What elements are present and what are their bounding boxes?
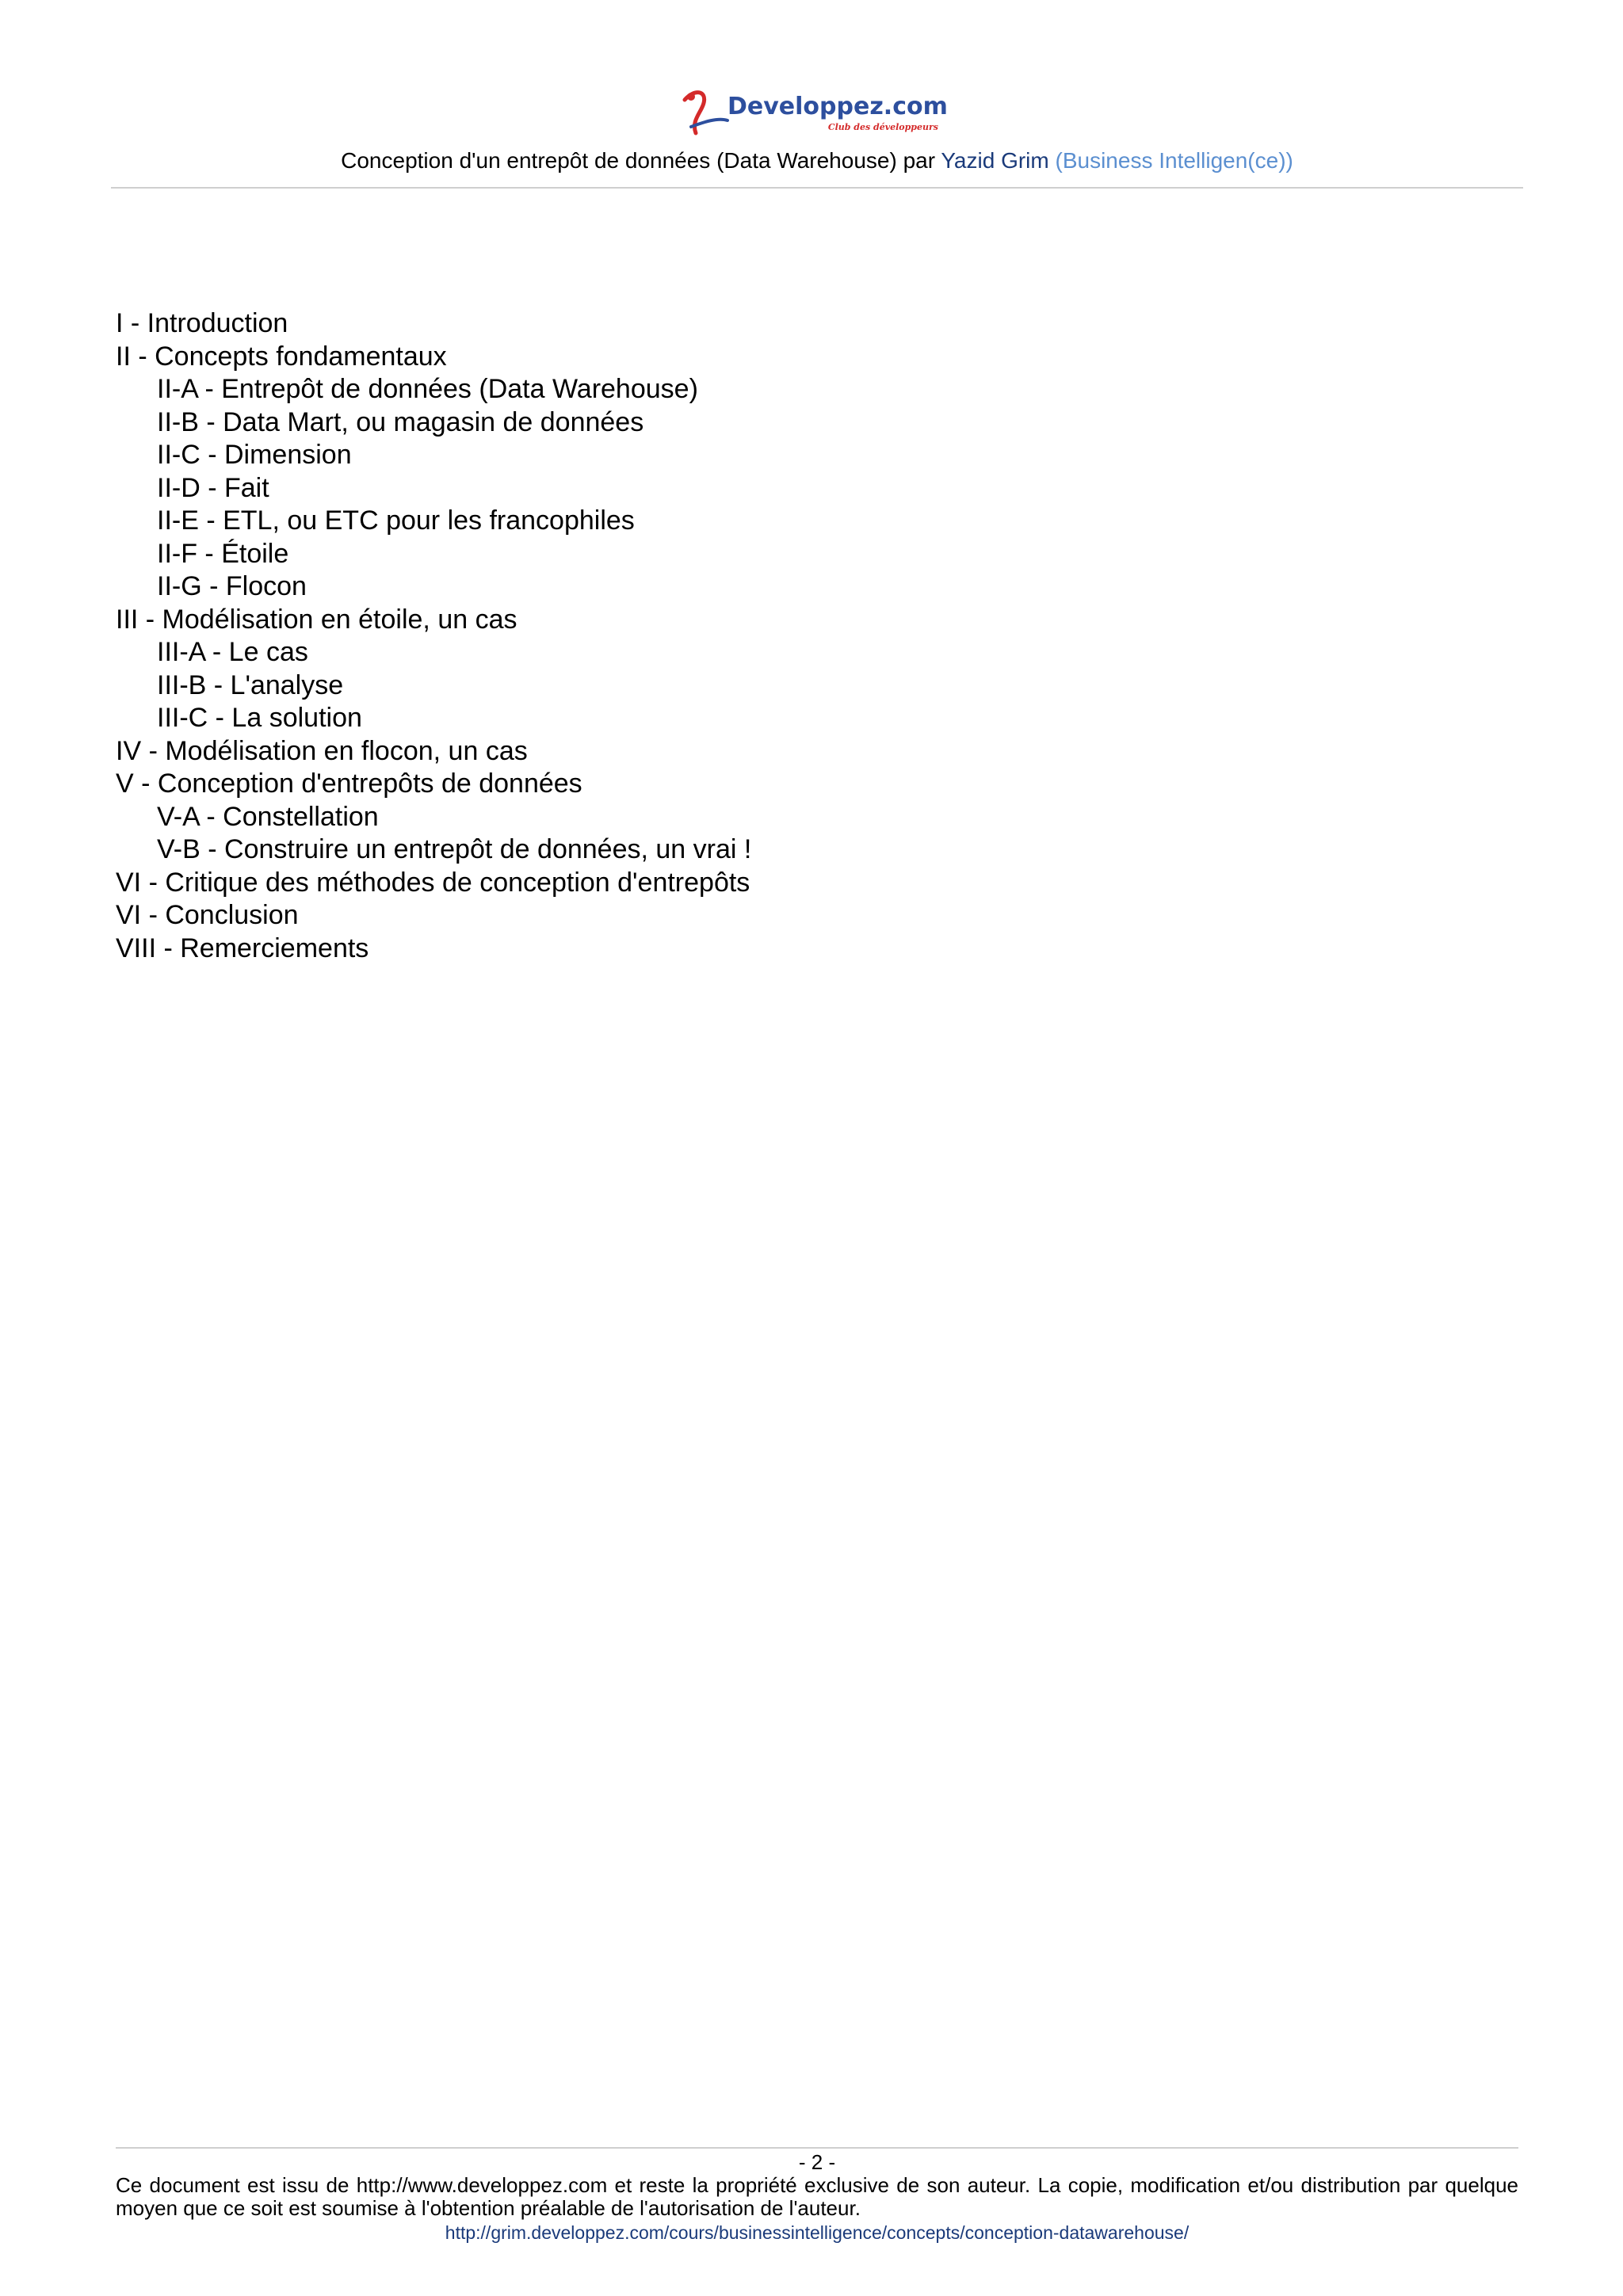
toc-entry[interactable]: III-C - La solution [157, 703, 362, 733]
toc-entry[interactable]: II-D - Fait [157, 472, 269, 503]
author-link[interactable]: Yazid Grim [941, 148, 1049, 173]
footer-divider [116, 2147, 1518, 2149]
header-divider [111, 187, 1523, 189]
toc-entry[interactable]: VI - Conclusion [116, 900, 299, 930]
logo-wordmark: Developpez.com [727, 93, 948, 120]
toc-entry[interactable]: III - Modélisation en étoile, un cas [116, 604, 517, 635]
toc-entry[interactable]: III-A - Le cas [157, 637, 308, 667]
toc-entry[interactable]: II-A - Entrepôt de données (Data Warehouse) [157, 374, 698, 404]
document-title: Conception d'un entrepôt de données (Data Warehouse) par [341, 148, 941, 173]
logo-tagline: Club des développeurs [827, 122, 938, 132]
toc-entry[interactable]: VIII - Remerciements [116, 933, 369, 963]
table-of-contents [116, 307, 1067, 965]
toc-entry[interactable]: II-F - Étoile [157, 538, 289, 569]
author-site-link[interactable]: (Business Intelligen(ce)) [1055, 148, 1293, 173]
developpez-logo[interactable] [680, 86, 949, 141]
document-title-line [111, 147, 1523, 174]
toc-entry[interactable]: IV - Modélisation en flocon, un cas [116, 735, 528, 766]
page-number: - 2 - [798, 2150, 836, 2174]
toc-entry[interactable]: II - Concepts fondamentaux [116, 341, 447, 372]
toc-entry[interactable]: I - Introduction [116, 308, 288, 338]
source-url-link[interactable]: http://grim.developpez.com/cours/businessintelligence/concepts/conception-datawarehouse/ [445, 2222, 1190, 2243]
toc-entry[interactable]: V-B - Construire un entrepôt de données, un vrai ! [157, 834, 752, 864]
toc-entry[interactable]: II-B - Data Mart, ou magasin de données [157, 406, 644, 437]
toc-entry[interactable]: V-A - Constellation [157, 801, 379, 832]
toc-entry[interactable]: VI - Critique des méthodes de conception d'entrepôts [116, 867, 750, 898]
toc-entry[interactable]: III-B - L'analyse [157, 669, 344, 700]
toc-entry[interactable]: V - Conception d'entrepôts de données [116, 769, 582, 799]
toc-entry[interactable]: II-G - Flocon [157, 571, 307, 601]
toc-entry[interactable]: II-C - Dimension [157, 440, 352, 470]
page-header [111, 79, 1523, 190]
copyright-notice: Ce document est issu de http://www.developpez.com et reste la propriété exclusive de son auteur. La copie, modification et/ou distribution par quelque moyen que ce soit est soumise à l'obtention préalable de l'autorisation de l'auteur. [116, 2173, 1518, 2220]
page-footer [116, 2147, 1518, 2242]
toc-entry[interactable]: II-E - ETL, ou ETC pour les francophiles [157, 505, 635, 536]
